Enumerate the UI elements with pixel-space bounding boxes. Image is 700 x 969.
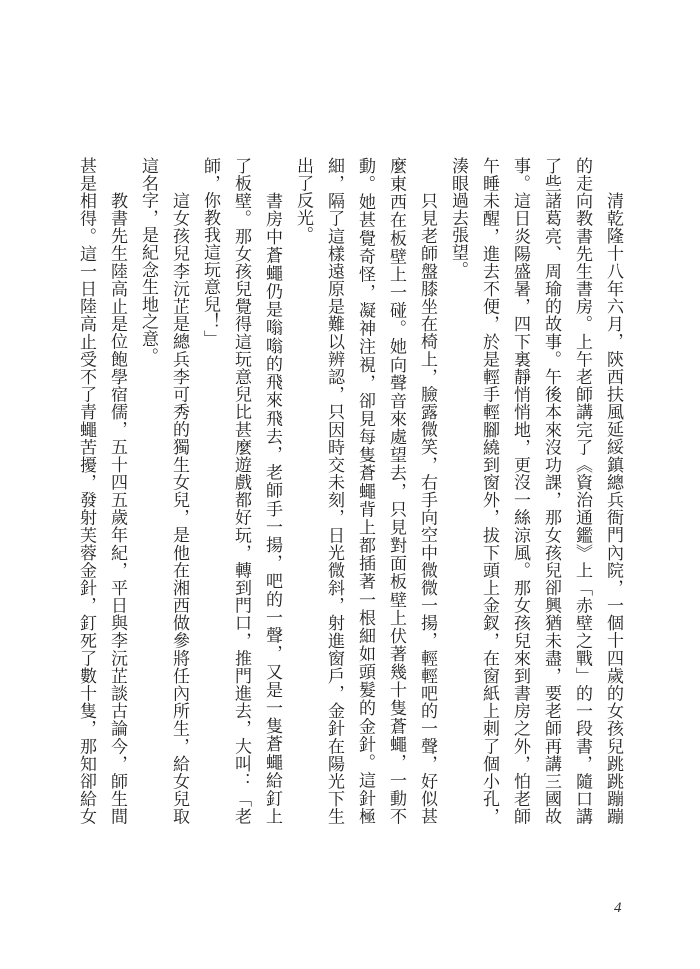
text-column: 的走向教書先生書房。上午老師講完了《資治通鑑》上「赤壁之戰」的一段書，隨口講 (572, 157, 592, 825)
text-column: 清乾隆十八年六月，陝西扶風延綏鎮總兵衙門內院，一個十四歲的女孩兒跳跳蹦蹦 (603, 192, 623, 825)
text-column: 了些諸葛亮、周瑜的故事。午後本來沒功課，那女孩兒卻興猶未盡，要老師再講三國故 (541, 157, 561, 825)
text-column: 只見老師盤膝坐在椅上，臉露微笑，右手向空中微微一揚，輕輕吧的一聲，好似甚 (417, 192, 437, 825)
page-number: 4 (614, 900, 622, 916)
text-column: 這名字，是紀念生地之意。 (138, 157, 158, 365)
text-column: 這女孩兒李沅芷是總兵李可秀的獨生女兒，是他在湘西做參將任內所生，給女兒取 (169, 192, 189, 825)
text-column: 書房中蒼蠅仍是嗡嗡的飛來飛去，老師手一揚，吧的一聲，又是一隻蒼蠅給釘上 (262, 192, 282, 825)
text-column: 教書先生陸高止是位飽學宿儒，五十四五歲年紀，平日與李沅芷談古論今，師生間 (107, 192, 127, 825)
text-column: 甚是相得。這一日陸高止受不了青蠅苦擾，發射芙蓉金針，釘死了數十隻，那知卻給女 (76, 157, 96, 825)
text-column: 師，你教我這玩意兒！」 (200, 157, 220, 348)
text-column: 細，隔了這樣遠原是難以辨認，只因時交未刻，日光微斜，射進窗戶，金針在陽光下生 (324, 157, 344, 825)
text-column: 麼東西在板壁上一碰。她向聲音來處望去，只見對面板壁上伏著幾十隻蒼蠅，一動不 (386, 157, 406, 825)
text-column: 動。她甚覺奇怪，凝神注視，卻見每隻蒼蠅背上都插著一根細如頭髮的金針。這針極 (355, 157, 375, 825)
text-column: 午睡未醒，進去不便，於是輕手輕腳繞到窗外，拔下頭上金釵，在窗紙上刺了個小孔， (479, 157, 499, 825)
text-column: 了板壁。那女孩兒覺得這玩意兒比甚麼遊戲都好玩，轉到門口，推門進去，大叫：「老 (231, 157, 251, 825)
text-column: 湊眼過去張望。 (448, 157, 468, 279)
text-column: 出了反光。 (293, 157, 313, 244)
text-column: 事。這日炎陽盛暑，四下裏靜悄悄地，更沒一絲涼風。那女孩兒來到書房之外，怕老師 (510, 157, 530, 825)
